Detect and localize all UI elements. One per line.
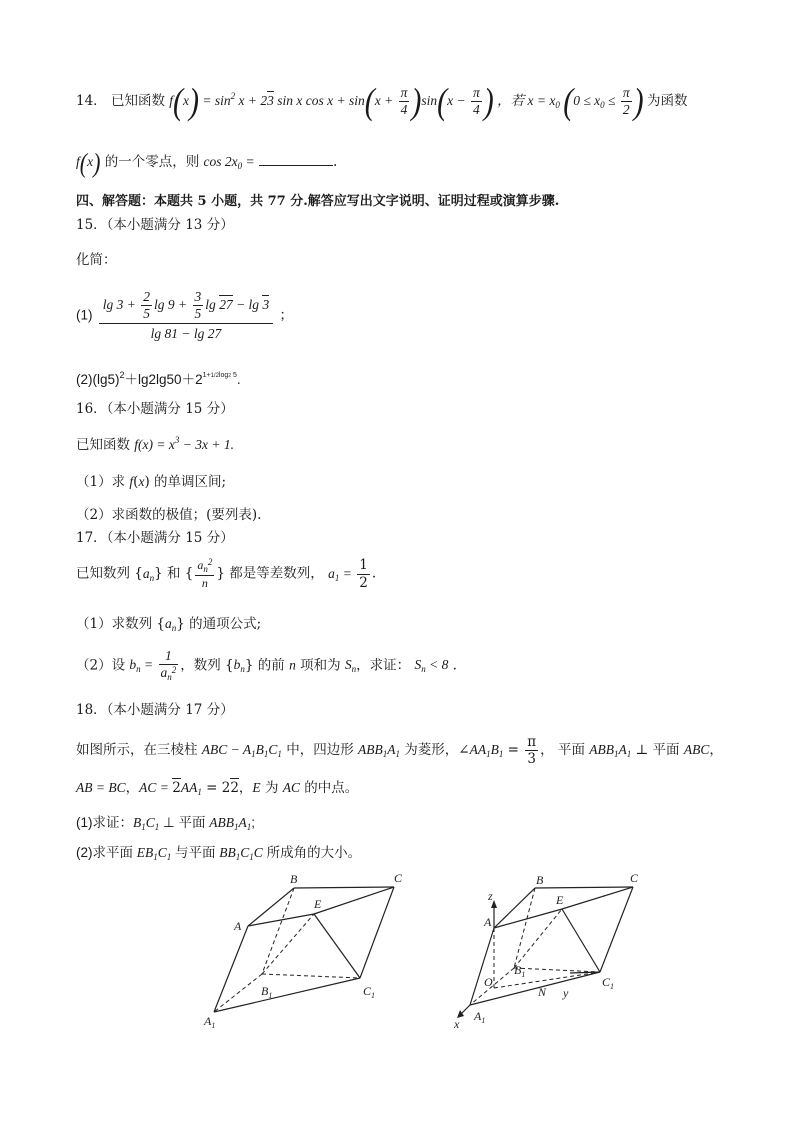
q15-part2: $(2)(\lg 5)^2+\lg 2\lg 50+2^{1+1/2log2 5}$. [76, 370, 241, 387]
q17-stem-text: 都是等差数列， [229, 565, 324, 582]
q15-intro: 化简： [76, 252, 117, 268]
q14-number: 14． [76, 92, 107, 109]
label-B1: $B_1$ [261, 984, 273, 1000]
q16-stem [76, 433, 234, 453]
q14-period: . [332, 154, 338, 170]
label-C1: $C_1$ [602, 975, 615, 991]
q15-header: 15．（本小题满分 13 分） [76, 217, 234, 233]
q15-part1-label: (1) [76, 307, 93, 323]
label-y: y [563, 986, 569, 1000]
q18-stem2: AB = BC，AC = $2AA_1 = 22$，E 为 AC 的中点。 [76, 780, 359, 797]
q16-part2: （2）求函数的极值；(要列表). [76, 507, 262, 523]
label-E: E [556, 893, 564, 907]
label-N: N [538, 985, 547, 999]
label-C1: $C_1$ [363, 984, 376, 1000]
label-E: E [314, 897, 322, 911]
answer-blank[interactable] [259, 153, 333, 166]
q16-part1: （1）求 f(x) 的单调区间; [76, 474, 227, 490]
prism-figure-right [450, 870, 650, 1030]
q16-function: $f(x) = x^3 - 3x + 1$. [134, 435, 234, 452]
q15-part1-fraction: lg 3 + $\frac{2}{5}$ lg 9 + $\frac{3}{5}$ lg 27 − lg 3 lg 81 − lg 27 [99, 290, 273, 342]
q17-part2: （2）设 $b_n$ = $\frac{1}{a_n^2}$ ，数列 $\{b_n\}$ 的前 n 项和为 $S_n$，求证： $S_n < 8$ . [76, 648, 457, 683]
label-A: A [234, 919, 242, 933]
q17-header: 17．（本小题满分 15 分） [76, 530, 234, 546]
q14-text-a: 已知函数 [110, 92, 165, 109]
q14-cos: $\cos 2x_0$ = [203, 154, 255, 171]
q15-part1-end: ； [279, 307, 293, 324]
q14-line1 [76, 80, 688, 122]
q16-stem-text: 已知函数 [76, 437, 130, 453]
q14-function: $f(x) = \sin^2 x + 23$ sin x cos x + sin(x + $\frac{\pi}{4}$ )sin(x − $\frac{\pi}{4}$ ) [169, 80, 494, 122]
q18-part1: (1)求证：$B_1C_1$ ⊥ 平面 $ABB_1A_1$; [76, 815, 256, 832]
q16-header: 16．（本小题满分 15 分） [76, 401, 234, 417]
section-4-heading: 四、解答题：本题共 5 小题，共 77 分.解答应写出文字说明、证明过程或演算步骤. [76, 194, 560, 209]
label-A1: $A_1$ [204, 1014, 216, 1030]
label-B: B [536, 873, 544, 887]
label-B: B [290, 872, 298, 886]
label-C: C [630, 871, 639, 885]
q17-part1: （1）求数列 $\{a_n\}$ 的通项公式; [76, 616, 262, 633]
label-A: A [484, 915, 492, 929]
label-A1: $A_1$ [474, 1009, 486, 1025]
label-C: C [394, 871, 403, 885]
q18-stem1: 如图所示，在三棱柱 ABC − $A_1B_1C_1$ 中，四边形 $ABB_1A_1$ 为菱形，$\angle AA_1B_1$ = $\frac{\pi}{3}$ ， 平面 $ABB_1A_1$ ⊥ 平面 ABC， [76, 734, 723, 768]
q15-part1 [76, 290, 293, 342]
prism-figure-left [200, 870, 410, 1030]
q14-fx: f(x) [76, 146, 101, 178]
label-O: O [484, 975, 493, 989]
q18-part2: (2)求平面 $EB_1C_1$ 与平面 $BB_1C_1C$ 所成角的大小。 [76, 845, 362, 862]
label-x: x [454, 1017, 460, 1030]
q18-header: 18．（本小题满分 17 分） [76, 702, 234, 718]
q14-text-b: 为函数 [646, 92, 688, 109]
label-B1: $B_1$ [514, 963, 526, 979]
q14-line2-text: 的一个零点，则 [104, 154, 200, 170]
q14-line2 [76, 146, 338, 178]
label-z: z [488, 889, 493, 903]
q17-stem: 已知数列 $\{a_n\}$ 和 { $\frac{a_n^2}{n}$ } 都是等差数列， $a_1$ = $\frac{1}{2}$ . [76, 557, 377, 591]
q14-condition: ，若 $x = x_0$ ($0 \le x_0$ ≤ $\frac{\pi}{2}$ ) [497, 80, 644, 122]
